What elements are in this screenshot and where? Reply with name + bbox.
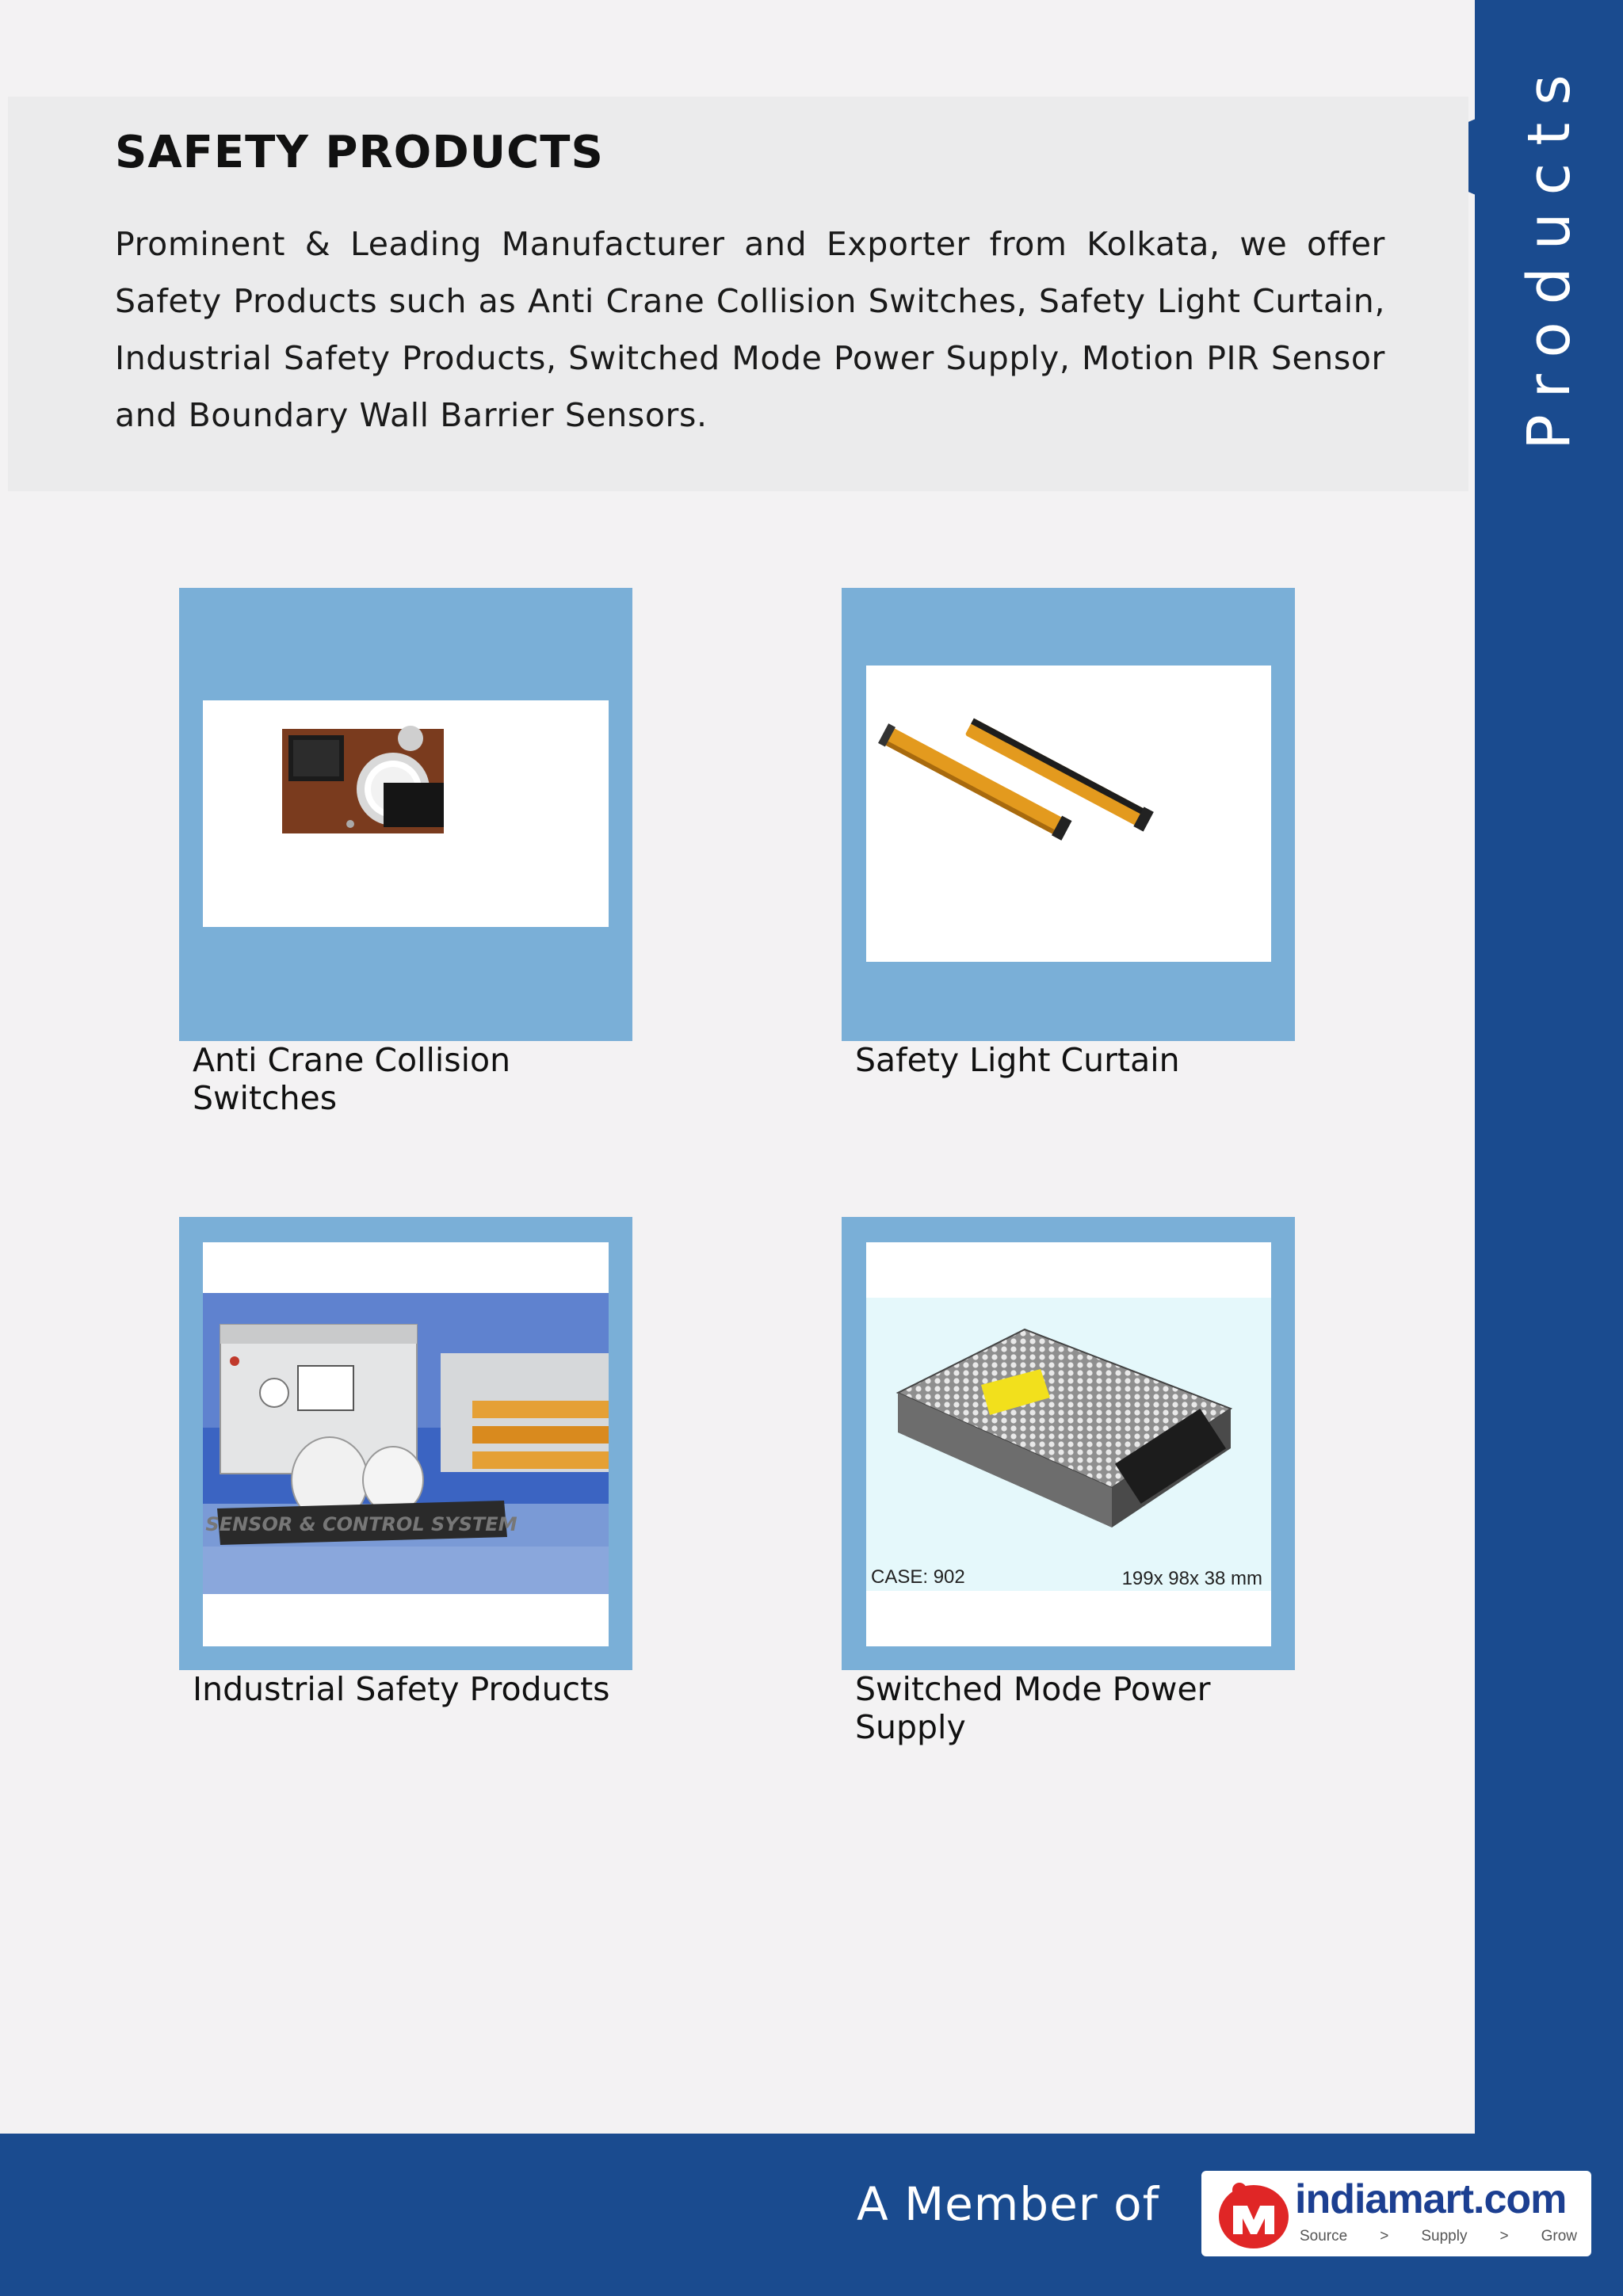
product-label-smps[interactable]: Switched Mode Power Supply: [855, 1670, 1211, 1746]
tagline-supply: Supply: [1421, 2228, 1468, 2245]
product-image-anti-crane[interactable]: [203, 700, 609, 927]
member-of-text: A Member of: [856, 2177, 1159, 2231]
sidebar-title-text: Products: [1514, 57, 1583, 450]
product-label-light-curtain[interactable]: Safety Light Curtain: [855, 1041, 1180, 1079]
product-card-industrial-safety[interactable]: [179, 1217, 632, 1670]
sensor-control-plate-text: SENSOR & CONTROL SYSTEM: [205, 1513, 517, 1535]
product-image-light-curtain[interactable]: [866, 666, 1271, 962]
product-card-smps[interactable]: [842, 1217, 1295, 1670]
smps-dimensions-label: 199x 98x 38 mm: [1121, 1568, 1262, 1589]
product-image-industrial-safety[interactable]: [203, 1242, 609, 1646]
tagline-arrow: >: [1380, 2228, 1389, 2245]
industrial-safety-photo: [203, 1242, 609, 1646]
tagline-arrow: >: [1499, 2228, 1509, 2245]
page-title: SAFETY PRODUCTS: [115, 127, 604, 178]
anti-crane-photo: [203, 700, 609, 927]
tagline-grow: Grow: [1541, 2228, 1577, 2245]
indiamart-m-icon: [1216, 2179, 1292, 2250]
smps-photo: [866, 1242, 1271, 1646]
product-label-anti-crane[interactable]: Anti Crane Collision Switches: [193, 1041, 511, 1117]
indiamart-wordmark: indiamart.com: [1295, 2176, 1567, 2222]
light-curtain-photo: [866, 666, 1271, 962]
product-card-anti-crane[interactable]: [179, 588, 632, 1041]
indiamart-tagline: [1300, 2228, 1577, 2245]
indiamart-logo[interactable]: [1201, 2171, 1591, 2256]
smps-case-label: CASE: 902: [871, 1566, 965, 1588]
product-label-industrial-safety[interactable]: Industrial Safety Products: [193, 1670, 610, 1708]
product-image-smps[interactable]: [866, 1242, 1271, 1646]
sidebar-title: [1475, 32, 1623, 475]
product-card-light-curtain[interactable]: [842, 588, 1295, 1041]
intro-description: Prominent & Leading Manufacturer and Exporter from Kolkata, we offer Safety Products such as Anti Crane Collision Switches, Safety Light Curtain, Industrial Safety Products, Switched Mode Power Supply, Motion PIR Sensor and Boundary Wall Barrier Sensors.: [115, 225, 1385, 434]
tagline-source: Source: [1300, 2228, 1348, 2245]
